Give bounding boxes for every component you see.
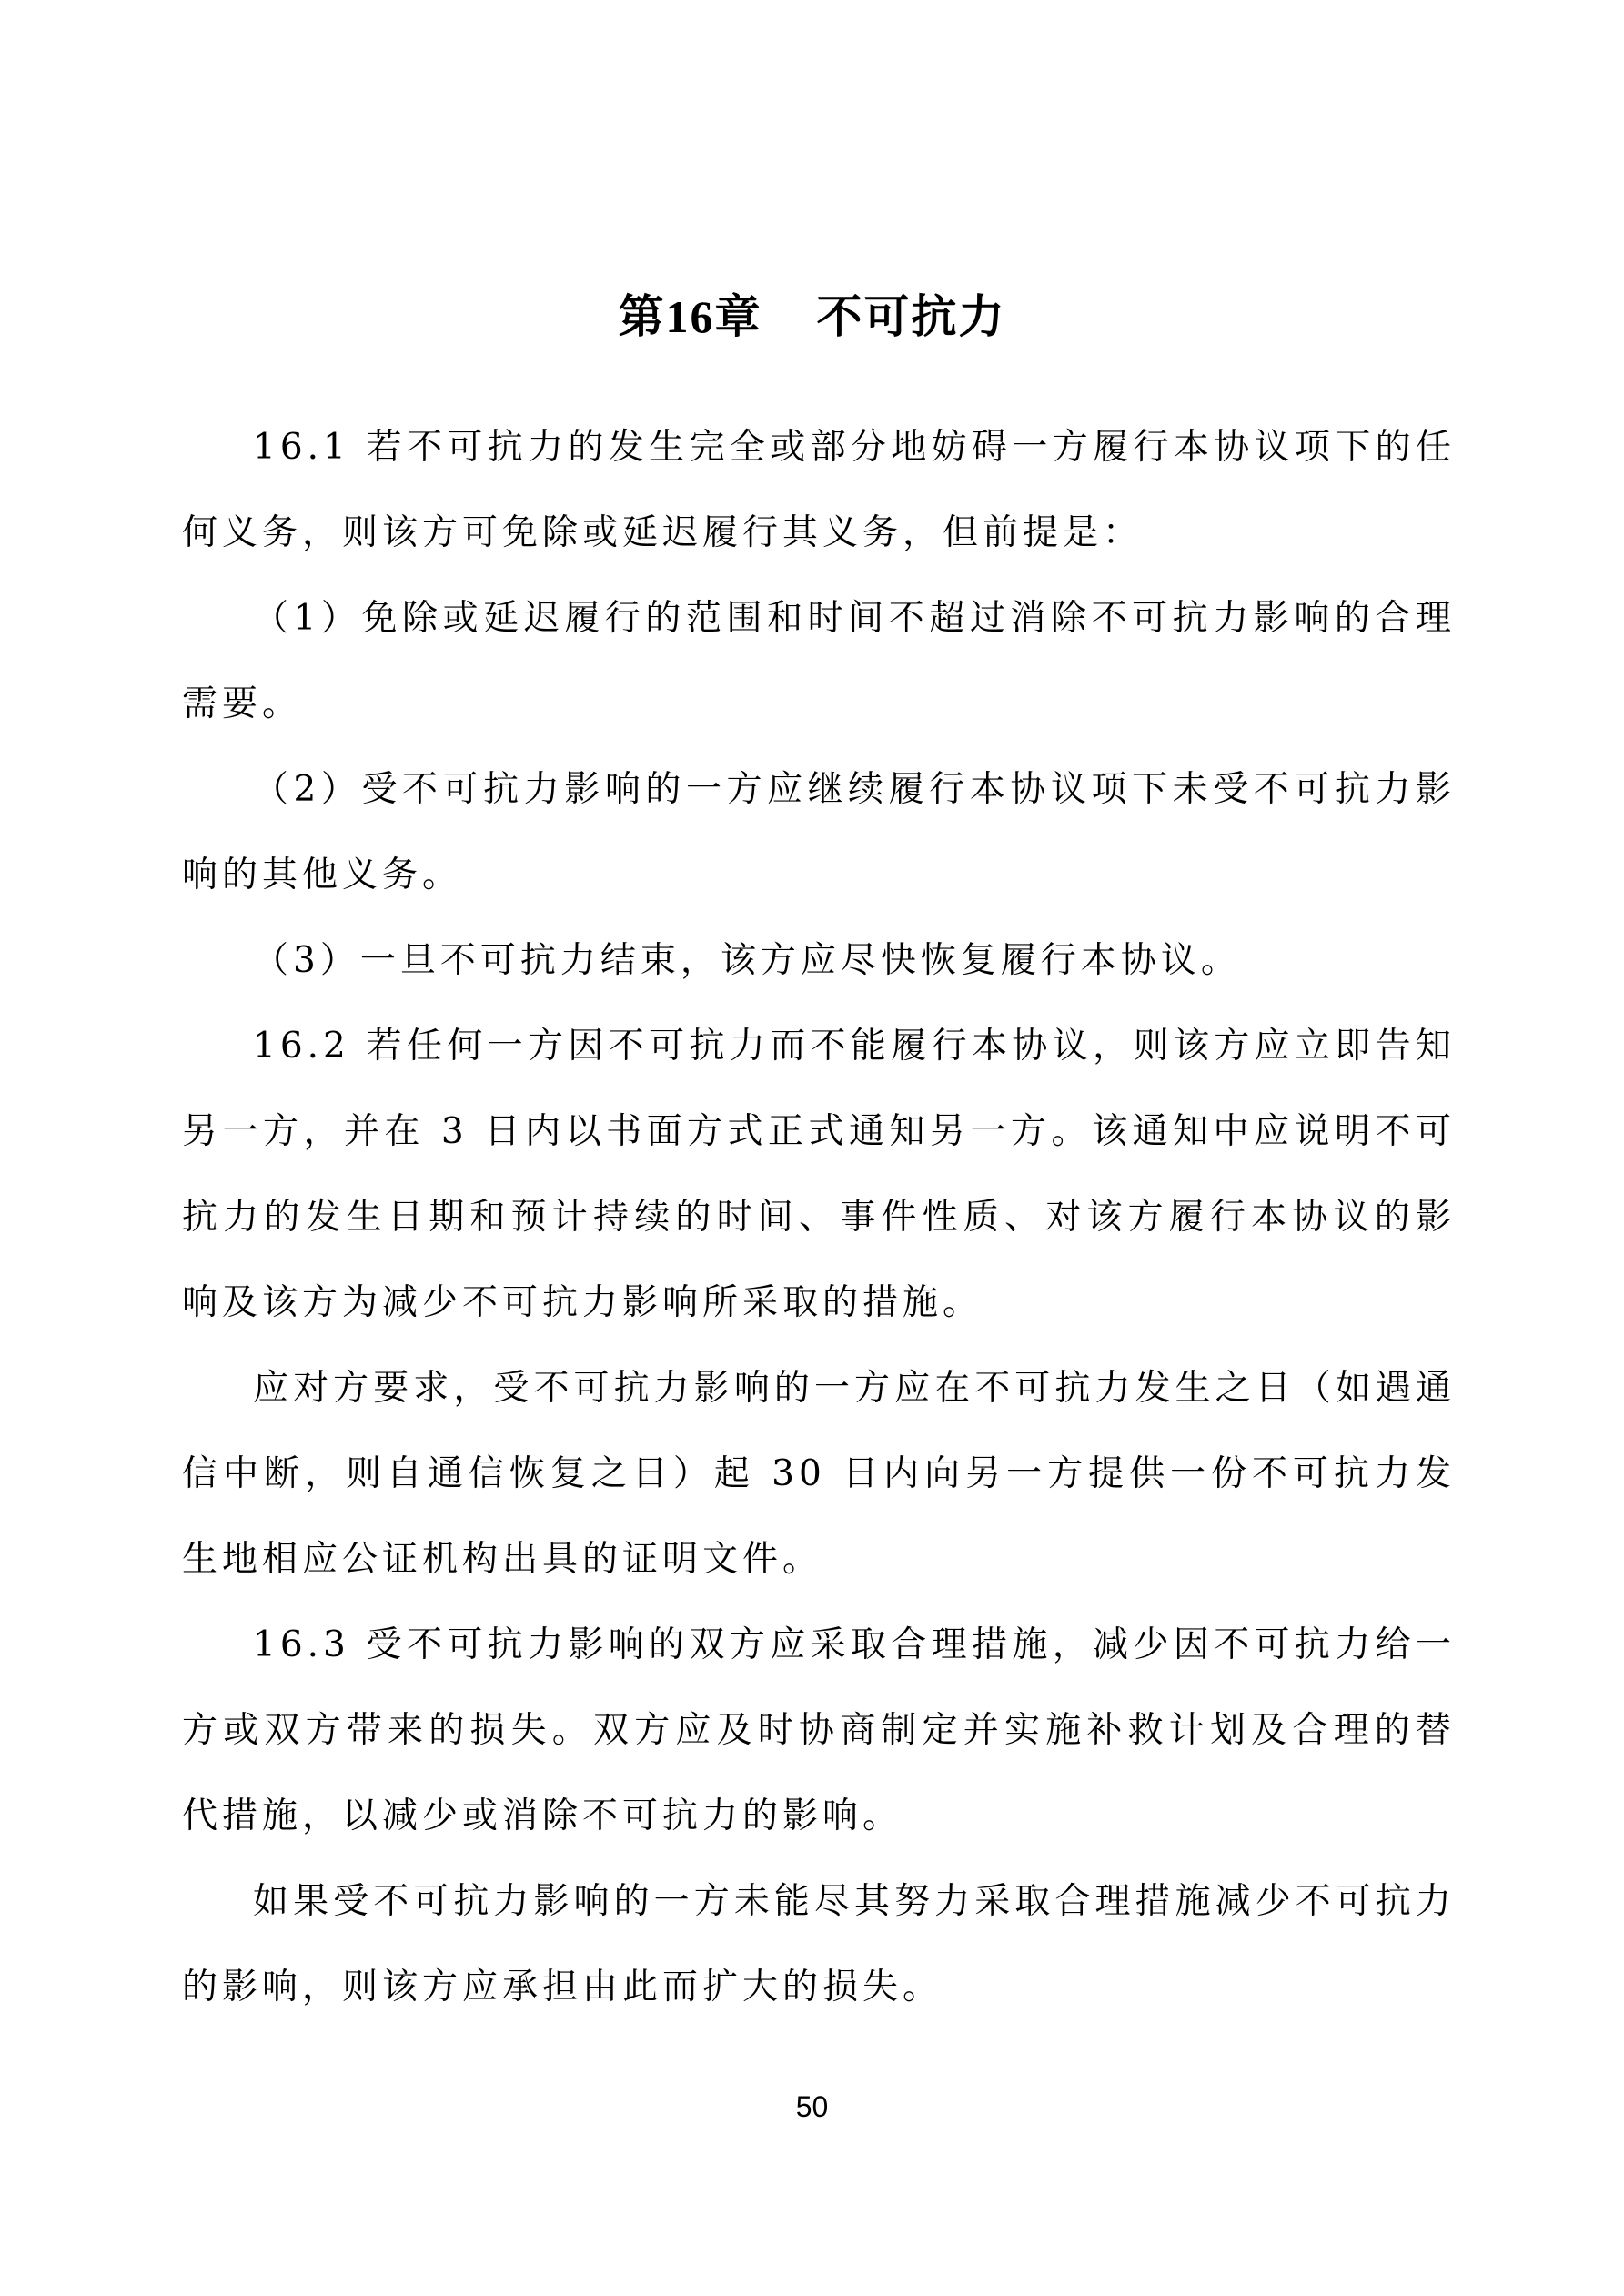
paragraph-item-2: （2）受不可抗力影响的一方应继续履行本协议项下未受不可抗力影响的其他义务。 bbox=[182, 769, 1456, 895]
paragraph-16-3-cont: 如果受不可抗力影响的一方未能尽其努力采取合理措施减少不可抗力的影响，则该方应承担由此而扩大的损失。 bbox=[182, 1881, 1456, 2008]
chapter-suffix: 章 bbox=[714, 290, 762, 343]
paragraph-item-1: （1）免除或延迟履行的范围和时间不超过消除不可抗力影响的合理需要。 bbox=[182, 598, 1456, 724]
chapter-name: 不可抗力 bbox=[816, 290, 1006, 343]
paragraph-16-2-cont: 应对方要求，受不可抗力影响的一方应在不可抗力发生之日（如遇通信中断，则自通信恢复之日）起 30 日内向另一方提供一份不可抗力发生地相应公证机构出具的证明文件。 bbox=[182, 1368, 1456, 1580]
chapter-title bbox=[0, 280, 1624, 353]
document-body bbox=[182, 405, 1456, 2030]
chapter-prefix: 第 bbox=[618, 290, 666, 343]
paragraph-16-3: 16.3 受不可抗力影响的双方应采取合理措施，减少因不可抗力给一方或双方带来的损失。双方应及时协商制定并实施补救计划及合理的替代措施，以减少或消除不可抗力的影响。 bbox=[182, 1624, 1456, 1836]
paragraph-16-2: 16.2 若任何一方因不可抗力而不能履行本协议，则该方应立即告知另一方，并在 3 日内以书面方式正式通知另一方。该通知中应说明不可抗力的发生日期和预计持续的时间、事件性质、对该方履行本协议的影响及该方为减少不可抗力影响所采取的措施。 bbox=[182, 1026, 1456, 1323]
page-number: 50 bbox=[795, 2090, 829, 2123]
paragraph-item-3: （3）一旦不可抗力结束，该方应尽快恢复履行本协议。 bbox=[253, 940, 1241, 981]
paragraph-16-1: 16.1 若不可抗力的发生完全或部分地妨碍一方履行本协议项下的任何义务，则该方可免除或延迟履行其义务，但前提是： bbox=[182, 427, 1456, 553]
chapter-number: 16 bbox=[665, 291, 715, 342]
